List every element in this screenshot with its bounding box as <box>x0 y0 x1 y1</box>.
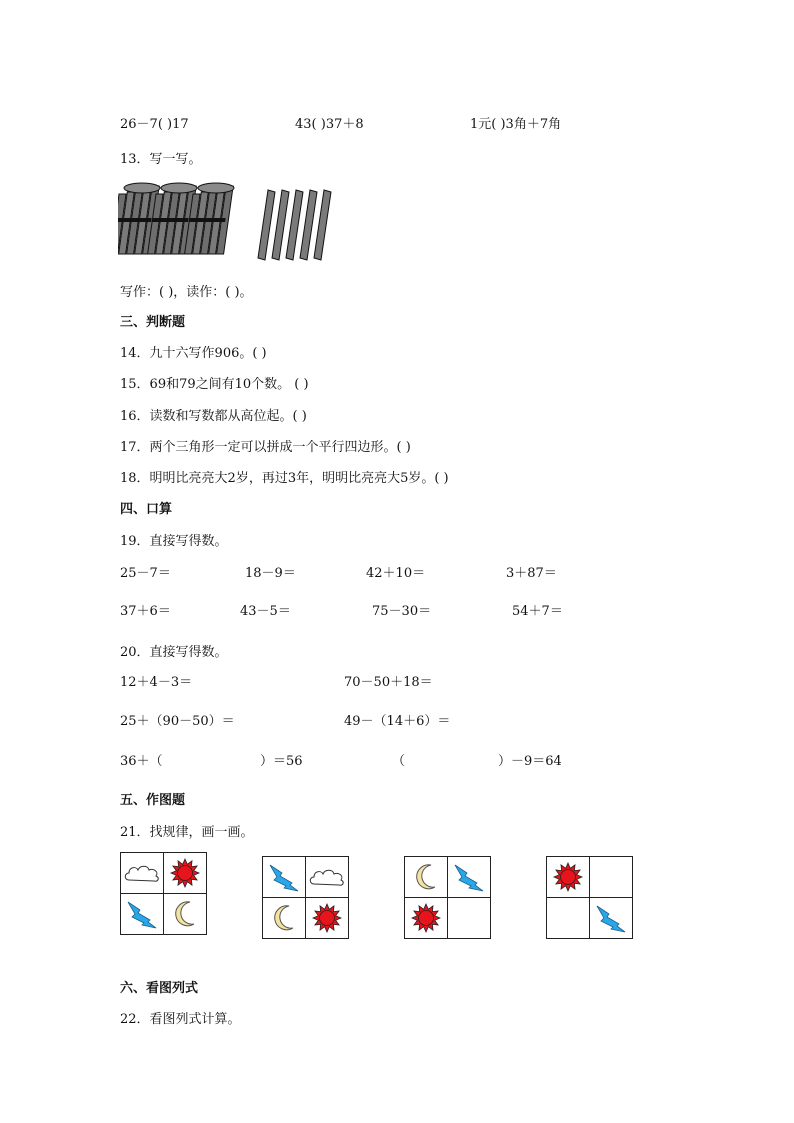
cloud-icon <box>308 866 346 888</box>
q19-r1-c2: 18－9＝ <box>245 566 296 581</box>
grid-cell <box>164 853 207 894</box>
moon-icon <box>271 904 297 932</box>
grid-cell <box>263 898 306 939</box>
grid-cell <box>121 853 164 894</box>
q13-fill-line: 写作：( )，读作：( )。 <box>120 285 253 300</box>
grid-cell[interactable] <box>547 898 590 939</box>
lightning-icon <box>268 861 300 893</box>
q20-title: 20．直接写得数。 <box>120 645 228 660</box>
q13-title: 13．写一写。 <box>120 152 202 167</box>
sun-icon <box>411 903 441 933</box>
q20-r3-close: ）＝56 <box>260 754 303 769</box>
q20-r3-open: 36＋（ <box>120 754 163 769</box>
cloud-icon <box>123 862 161 884</box>
grid-cell <box>263 857 306 898</box>
section5-heading: 五、作图题 <box>120 793 186 808</box>
q19-r1-c4: 3＋87＝ <box>506 566 557 581</box>
moon-icon <box>172 900 198 928</box>
grid-cell <box>121 894 164 935</box>
single-stick <box>300 190 317 260</box>
grid-cell <box>306 898 349 939</box>
pattern-grid-2 <box>262 856 349 939</box>
compare-item-2: 43( )37＋8 <box>295 117 364 132</box>
pattern-grid-1 <box>120 852 207 935</box>
grid-cell <box>590 898 633 939</box>
q20-r3-open2: （ <box>392 754 406 769</box>
single-stick <box>272 190 289 260</box>
q16: 16．读数和写数都从高位起。( ) <box>120 409 307 424</box>
compare-item-3: 1元( )3角＋7角 <box>470 117 562 132</box>
grid-cell[interactable] <box>590 857 633 898</box>
grid-cell <box>164 894 207 935</box>
q17: 17．两个三角形一定可以拼成一个平行四边形。( ) <box>120 440 411 455</box>
q20-r2-c2: 49－（14＋6）＝ <box>344 714 451 729</box>
q19-title: 19．直接写得数。 <box>120 534 228 549</box>
q18: 18．明明比亮亮大2岁，再过3年，明明比亮亮大5岁。( ) <box>120 471 449 486</box>
pattern-grid-3 <box>404 856 491 939</box>
section4-heading: 四、口算 <box>120 502 173 517</box>
grid-cell <box>547 857 590 898</box>
sun-icon <box>170 858 200 888</box>
lightning-icon <box>453 861 485 893</box>
single-stick <box>258 190 275 260</box>
section3-heading: 三、判断题 <box>120 315 186 330</box>
section6-heading: 六、看图列式 <box>120 981 199 996</box>
q19-r1-c1: 25－7＝ <box>120 566 171 581</box>
single-stick <box>314 190 331 260</box>
q19-r2-c1: 37＋6＝ <box>120 604 171 619</box>
lightning-icon <box>126 898 158 930</box>
sun-icon <box>553 862 583 892</box>
q14: 14．九十六写作906。( ) <box>120 346 267 361</box>
grid-cell[interactable] <box>448 898 491 939</box>
sun-icon <box>312 903 342 933</box>
grid-cell <box>405 898 448 939</box>
moon-icon <box>413 863 439 891</box>
q22-title: 22．看图列式计算。 <box>120 1012 241 1027</box>
q20-r1-c1: 12＋4－3＝ <box>120 675 193 690</box>
compare-item-1: 26－7( )17 <box>120 117 189 132</box>
q21-title: 21．找规律，画一画。 <box>120 825 254 840</box>
grid-cell <box>306 857 349 898</box>
lightning-icon <box>595 902 627 934</box>
q19-r1-c3: 42＋10＝ <box>366 566 426 581</box>
q20-r1-c2: 70－50＋18＝ <box>344 675 433 690</box>
single-stick <box>286 190 303 260</box>
q20-r3-close2: ）－9＝64 <box>498 754 562 769</box>
q19-r2-c3: 75－30＝ <box>372 604 432 619</box>
grid-cell <box>405 857 448 898</box>
q19-r2-c2: 43－5＝ <box>240 604 291 619</box>
grid-cell <box>448 857 491 898</box>
q15: 15．69和79之间有10个数。 ( ) <box>120 377 309 392</box>
sticks-illustration <box>118 180 348 262</box>
q20-r2-c1: 25＋（90－50）＝ <box>120 714 235 729</box>
pattern-grid-4 <box>546 856 633 939</box>
q19-r2-c4: 54＋7＝ <box>512 604 563 619</box>
